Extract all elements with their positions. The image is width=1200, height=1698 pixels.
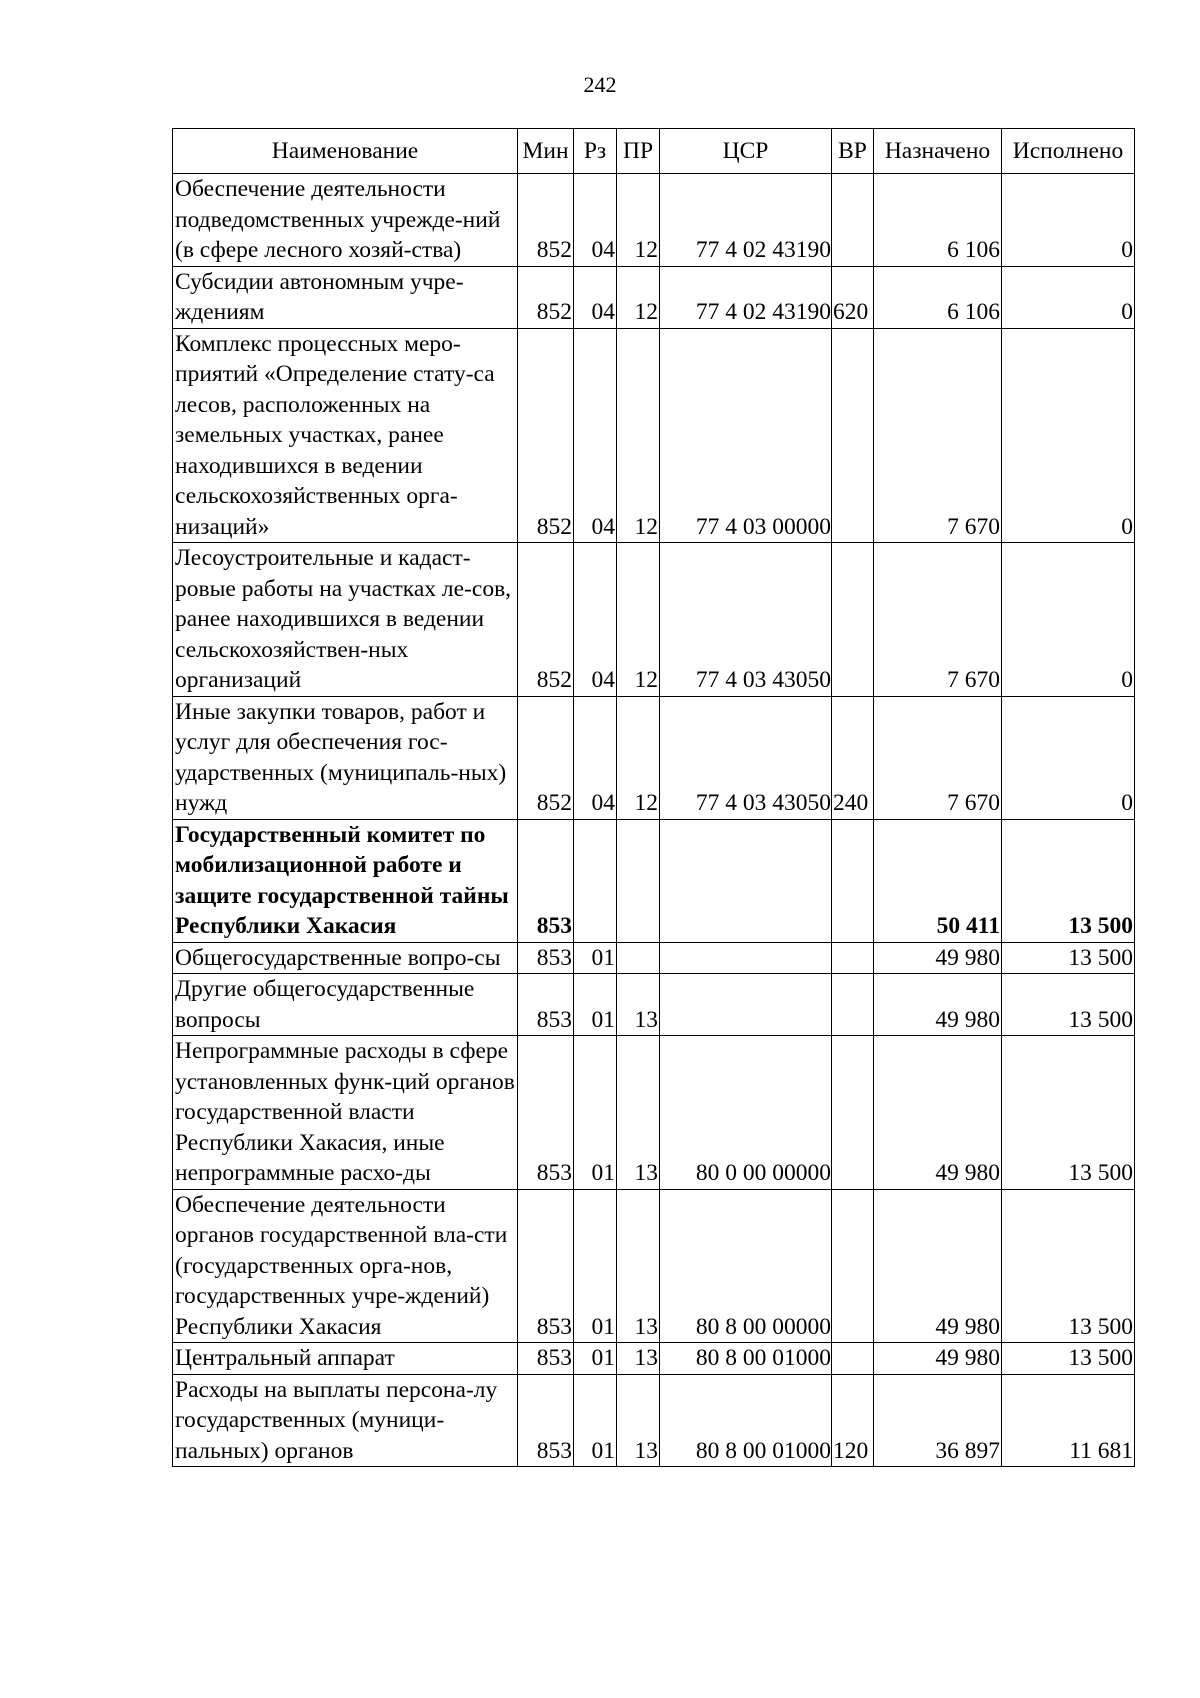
cell-pr xyxy=(617,942,660,974)
cell-assigned: 49 980 xyxy=(874,942,1002,974)
cell-pr: 13 xyxy=(617,1189,660,1343)
table-row xyxy=(173,819,1135,942)
cell-csr: 77 4 02 43190 xyxy=(660,266,832,328)
cell-rz: 01 xyxy=(574,974,617,1036)
cell-assigned: 7 670 xyxy=(874,543,1002,697)
table-row xyxy=(173,266,1135,328)
cell-csr xyxy=(660,974,832,1036)
cell-pr: 12 xyxy=(617,174,660,267)
cell-rz: 01 xyxy=(574,1189,617,1343)
cell-executed: 13 500 xyxy=(1002,1036,1135,1190)
cell-assigned: 7 670 xyxy=(874,328,1002,543)
cell-csr xyxy=(660,942,832,974)
cell-rz: 01 xyxy=(574,942,617,974)
cell-executed: 13 500 xyxy=(1002,819,1135,942)
cell-pr: 13 xyxy=(617,1036,660,1190)
cell-name: Субсидии автономным учре-ждениям xyxy=(173,266,518,328)
cell-name: Общегосударственные вопро-сы xyxy=(173,942,518,974)
cell-name: Другие общегосударственные вопросы xyxy=(173,974,518,1036)
header-executed: Исполнено xyxy=(1002,129,1135,174)
table-row xyxy=(173,328,1135,543)
cell-rz: 04 xyxy=(574,696,617,819)
cell-executed: 0 xyxy=(1002,174,1135,267)
header-assigned: Назначено xyxy=(874,129,1002,174)
table-row xyxy=(173,1374,1135,1467)
cell-assigned: 6 106 xyxy=(874,266,1002,328)
cell-min: 853 xyxy=(518,1374,574,1467)
cell-pr: 13 xyxy=(617,1374,660,1467)
table-row xyxy=(173,942,1135,974)
cell-rz: 01 xyxy=(574,1343,617,1375)
table-row xyxy=(173,696,1135,819)
cell-rz: 04 xyxy=(574,328,617,543)
cell-executed: 11 681 xyxy=(1002,1374,1135,1467)
cell-assigned: 49 980 xyxy=(874,1036,1002,1190)
cell-vr xyxy=(832,174,874,267)
cell-name: Государственный комитет по мобилизационной работе и защите государственной тайны Республики Хакасия xyxy=(173,819,518,942)
cell-min: 853 xyxy=(518,1036,574,1190)
cell-csr: 80 8 00 00000 xyxy=(660,1189,832,1343)
cell-rz: 04 xyxy=(574,174,617,267)
cell-name: Центральный аппарат xyxy=(173,1343,518,1375)
cell-vr: 120 xyxy=(832,1374,874,1467)
cell-name: Лесоустроительные и кадаст-ровые работы на участках ле-сов, ранее находившихся в ведении сельскохозяйствен-ных организаций xyxy=(173,543,518,697)
table-row xyxy=(173,1189,1135,1343)
cell-assigned: 50 411 xyxy=(874,819,1002,942)
cell-executed: 0 xyxy=(1002,328,1135,543)
cell-name: Непрограммные расходы в сфере установленных функ-ций органов государственной власти Республики Хакасия, иные непрограммные расхо-ды xyxy=(173,1036,518,1190)
header-csr: ЦСР xyxy=(660,129,832,174)
cell-csr: 77 4 03 00000 xyxy=(660,328,832,543)
table-header-row xyxy=(173,129,1135,174)
cell-vr xyxy=(832,1189,874,1343)
cell-executed: 0 xyxy=(1002,696,1135,819)
cell-vr xyxy=(832,1036,874,1190)
cell-pr xyxy=(617,819,660,942)
header-vr: ВР xyxy=(832,129,874,174)
cell-min: 852 xyxy=(518,696,574,819)
table-row xyxy=(173,1343,1135,1375)
budget-table xyxy=(172,128,1135,1467)
header-name: Наименование xyxy=(173,129,518,174)
cell-assigned: 49 980 xyxy=(874,1343,1002,1375)
cell-min: 853 xyxy=(518,1189,574,1343)
cell-assigned: 6 106 xyxy=(874,174,1002,267)
cell-min: 853 xyxy=(518,974,574,1036)
cell-min: 852 xyxy=(518,174,574,267)
cell-vr xyxy=(832,328,874,543)
cell-executed: 13 500 xyxy=(1002,974,1135,1036)
cell-executed: 13 500 xyxy=(1002,1189,1135,1343)
cell-csr: 80 0 00 00000 xyxy=(660,1036,832,1190)
cell-assigned: 36 897 xyxy=(874,1374,1002,1467)
cell-min: 853 xyxy=(518,942,574,974)
cell-pr: 12 xyxy=(617,266,660,328)
header-pr: ПР xyxy=(617,129,660,174)
table-body xyxy=(173,174,1135,1467)
table-row xyxy=(173,974,1135,1036)
cell-rz: 04 xyxy=(574,543,617,697)
cell-vr xyxy=(832,942,874,974)
cell-min: 852 xyxy=(518,266,574,328)
cell-assigned: 7 670 xyxy=(874,696,1002,819)
table-row xyxy=(173,543,1135,697)
header-rz: Рз xyxy=(574,129,617,174)
cell-vr: 620 xyxy=(832,266,874,328)
cell-rz xyxy=(574,819,617,942)
cell-min: 852 xyxy=(518,328,574,543)
cell-executed: 0 xyxy=(1002,543,1135,697)
cell-csr xyxy=(660,819,832,942)
cell-min: 853 xyxy=(518,1343,574,1375)
cell-assigned: 49 980 xyxy=(874,1189,1002,1343)
cell-pr: 12 xyxy=(617,543,660,697)
cell-pr: 12 xyxy=(617,328,660,543)
header-min: Мин xyxy=(518,129,574,174)
cell-executed: 0 xyxy=(1002,266,1135,328)
cell-vr xyxy=(832,543,874,697)
cell-csr: 80 8 00 01000 xyxy=(660,1343,832,1375)
cell-vr: 240 xyxy=(832,696,874,819)
cell-pr: 12 xyxy=(617,696,660,819)
cell-min: 852 xyxy=(518,543,574,697)
cell-pr: 13 xyxy=(617,974,660,1036)
cell-min: 853 xyxy=(518,819,574,942)
cell-executed: 13 500 xyxy=(1002,942,1135,974)
cell-csr: 77 4 02 43190 xyxy=(660,174,832,267)
cell-csr: 77 4 03 43050 xyxy=(660,696,832,819)
cell-csr: 80 8 00 01000 xyxy=(660,1374,832,1467)
cell-vr xyxy=(832,974,874,1036)
cell-name: Обеспечение деятельности подведомственных учрежде-ний (в сфере лесного хозяй-ства) xyxy=(173,174,518,267)
cell-pr: 13 xyxy=(617,1343,660,1375)
cell-rz: 01 xyxy=(574,1036,617,1190)
table-row xyxy=(173,174,1135,267)
cell-assigned: 49 980 xyxy=(874,974,1002,1036)
cell-vr xyxy=(832,1343,874,1375)
cell-name: Расходы на выплаты персона-лу государственных (муници-пальных) органов xyxy=(173,1374,518,1467)
cell-rz: 01 xyxy=(574,1374,617,1467)
cell-rz: 04 xyxy=(574,266,617,328)
cell-executed: 13 500 xyxy=(1002,1343,1135,1375)
cell-csr: 77 4 03 43050 xyxy=(660,543,832,697)
page-number: 242 xyxy=(583,72,617,97)
table-row xyxy=(173,1036,1135,1190)
cell-vr xyxy=(832,819,874,942)
cell-name: Обеспечение деятельности органов государственной вла-сти (государственных орга-нов, государственных учре-ждений) Республики Хакасия xyxy=(173,1189,518,1343)
cell-name: Комплекс процессных меро-приятий «Определение стату-са лесов, расположенных на земельных участках, ранее находившихся в ведении сельскохозяйственных орга-низаций» xyxy=(173,328,518,543)
cell-name: Иные закупки товаров, работ и услуг для обеспечения гос-ударственных (муниципаль-ных) нужд xyxy=(173,696,518,819)
